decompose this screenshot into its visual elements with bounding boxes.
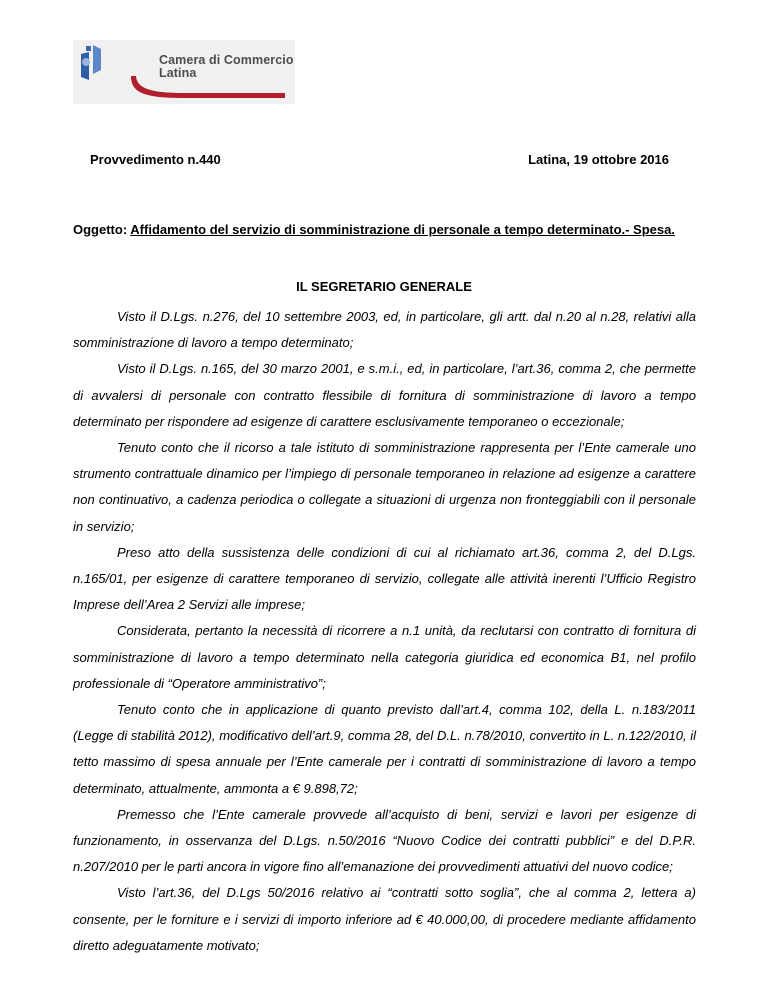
subject-line (73, 219, 696, 241)
document-body (73, 304, 696, 959)
paragraph: Preso atto della sussistenza delle condizioni di cui al richiamato art.36, comma 2, del D.Lgs. n.165/01, per esigenze di carattere temporaneo di servizio, collegate alle attività inerenti l’Ufficio Registro Imprese dell’Area 2 Servizi alle imprese; (73, 544, 696, 613)
paragraph: Visto il D.Lgs. n.276, del 10 settembre 2003, ed, in particolare, gli artt. dal n.20 al n.28, relativi alla somministrazione di lavoro a tempo determinato; (73, 309, 696, 351)
logo-line-1: Camera di Commercio (159, 53, 294, 67)
paragraph: Considerata, pertanto la necessità di ricorrere a n.1 unità, da reclutarsi con contratto di fornitura di somministrazione di lavoro a tempo determinato nella categoria giuridica ed economica B1, nel profilo professionale di “Operatore amministrativo”; (73, 623, 696, 691)
provvedimento-number: Provvedimento n.440 (90, 152, 221, 167)
subject-text: Affidamento del servizio di somministrazione di personale a tempo determinato.- Spesa. (130, 222, 675, 237)
paragraph: Visto l’art.36, del D.Lgs 50/2016 relativo ai “contratti sotto soglia”, che al comma 2, lettera a) consente, per le forniture e i servizi di importo inferiore ad € 40.000,00, di procedere mediante affidamento diretto adeguatamente motivato; (73, 885, 696, 953)
paragraph: Premesso che l’Ente camerale provvede all’acquisto di beni, servizi e lavori per esigenze di funzionamento, in osservanza del D.Lgs. n.50/2016 “Nuovo Codice dei contratti pubblici” e del D.P.R. n.207/2010 per le parti ancora in vigore fino all’emanazione dei provvedimenti attuativi del nuovo codice; (73, 806, 696, 875)
document-title: IL SEGRETARIO GENERALE (296, 279, 472, 294)
logo-line-2: Latina (159, 66, 197, 80)
paragraph: Visto il D.Lgs. n.165, del 30 marzo 2001, e s.m.i., ed, in particolare, l’art.36, comma 2, che permette di avvalersi di personale con contratto flessibile di fornitura di somministrazione di lavoro a tempo determinato per rispondere ad esigenze di carattere esclusivamente temporaneo o eccezionale; (73, 361, 696, 429)
logo (73, 40, 295, 104)
paragraph: Tenuto conto che in applicazione di quanto previsto dall’art.4, comma 102, della L. n.183/2011 (Legge di stabilità 2012), modificativo dell’art.9, comma 28, del D.L. n.78/2010, convertito in L. n.122/2010, il tetto massimo di spesa annuale per l’Ente camerale per i contratti di somministrazione di lavoro a tempo determinato, attualmente, ammonta a € 9.898,72; (73, 702, 696, 796)
paragraph: Tenuto conto che il ricorso a tale istituto di somministrazione rappresenta per l’Ente camerale uno strumento contrattuale dinamico per l’impiego di personale temporaneo in relazione ad esigenze a carattere non continuativo, a cadenza periodica o collegate a situazioni di urgenza non fronteggiabili con il personale in servizio; (73, 440, 696, 534)
subject-label: Oggetto: (73, 222, 128, 237)
place-date: Latina, 19 ottobre 2016 (528, 152, 669, 167)
